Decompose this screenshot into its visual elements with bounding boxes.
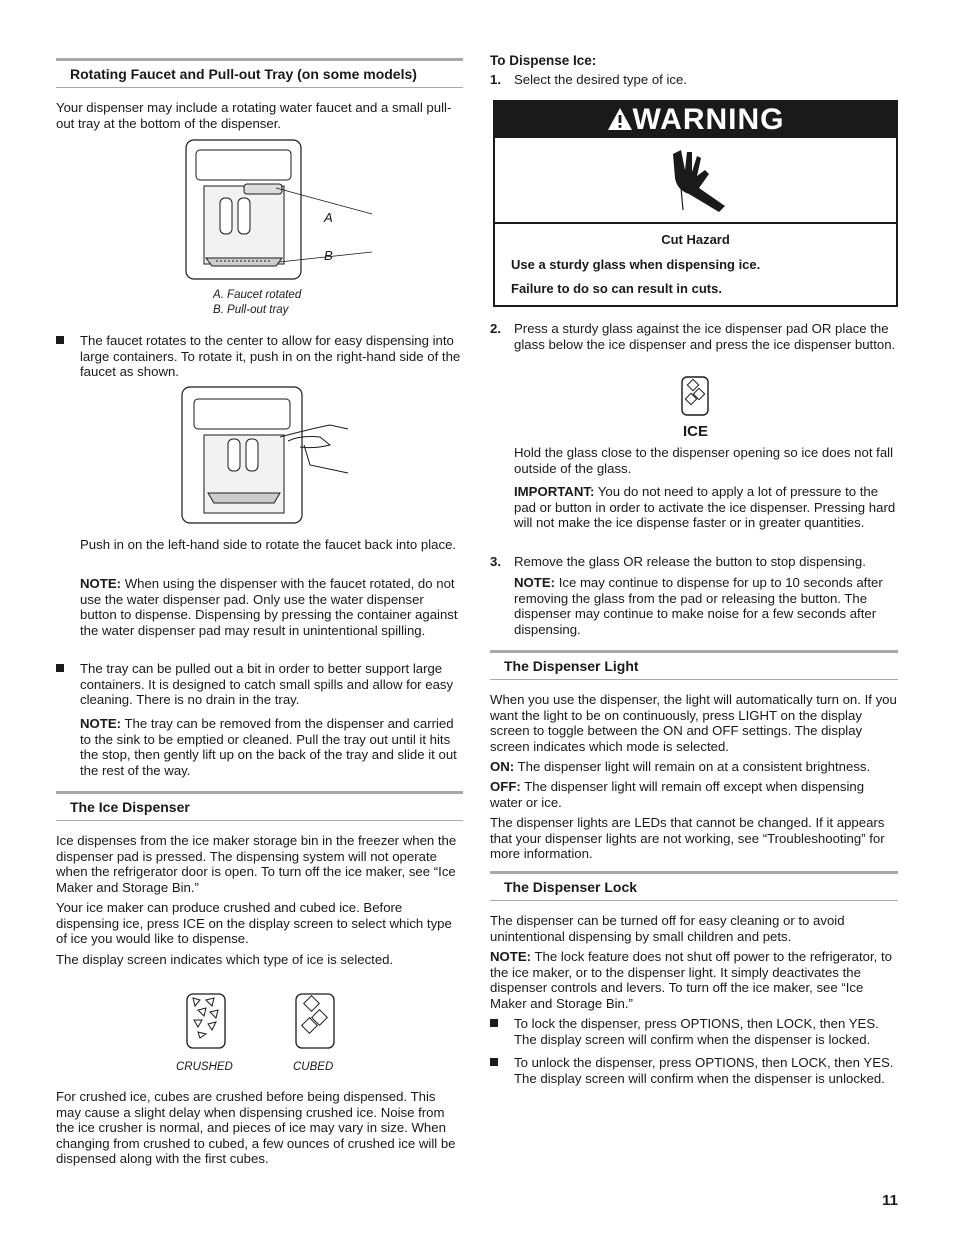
crushed-ice-icon <box>184 990 228 1052</box>
light-on <box>490 759 898 775</box>
lock-section-heading: The Dispenser Lock <box>490 871 898 901</box>
note-text: When using the dispenser with the faucet rotated, do not use the water dispenser pad. Only use the water dispenser button to dispense. Dispensing by pressing the container against the water dispenser pad may result in unintentional spilling. <box>80 576 458 638</box>
dispense-heading: To Dispense Ice: <box>490 53 597 68</box>
figure-label-b: B <box>324 248 333 263</box>
on-label: ON: <box>490 759 515 774</box>
caption-pull-out-tray: B. Pull-out tray <box>213 304 289 316</box>
ice-icon-label: ICE <box>683 423 709 440</box>
step-3: Remove the glass OR release the button to stop dispensing. <box>514 554 866 569</box>
warning-triangle-icon <box>607 107 633 131</box>
bullet-marker <box>490 1016 500 1026</box>
step-number: 1. <box>490 72 501 87</box>
step-number: 3. <box>490 554 501 569</box>
ice-para-4: For crushed ice, cubes are crushed before being dispensed. This may cause a slight delay when dispensing crushed ice. Noise from the ice crusher is normal, and pieces of ice may vary in size. When changing from crushed to cubed, a few ounces of crushed ice will be dispensed along with the first cubes. <box>56 1089 456 1167</box>
lock-para-1: The dispenser can be turned off for easy cleaning or to avoid unintentional dispensing by small children and pets. <box>490 913 845 944</box>
light-off <box>490 779 898 810</box>
step-2: Press a sturdy glass against the ice dispenser pad OR place the glass below the ice dispenser and press the ice dispenser button. <box>514 321 896 352</box>
light-section-heading: The Dispenser Light <box>490 650 898 680</box>
bullet-marker <box>56 333 66 343</box>
ice-para-3: The display screen indicates which type of ice is selected. <box>56 952 394 967</box>
important-label: IMPORTANT: <box>514 484 595 499</box>
step-1: Select the desired type of ice. <box>514 72 688 87</box>
dispenser-hand-push-figure <box>180 385 350 527</box>
off-text: The dispenser light will remain off except when dispensing water or ice. <box>490 779 865 810</box>
warning-title: WARNING <box>632 103 785 136</box>
note-label: NOTE: <box>514 575 556 590</box>
hold-glass-text: Hold the glass close to the dispenser opening so ice does not fall outside of the glass. <box>514 445 894 476</box>
hazard-title: Cut Hazard <box>661 232 730 247</box>
page-number: 11 <box>882 1192 898 1209</box>
hazard-line-2: Failure to do so can result in cuts. <box>511 281 722 297</box>
note-text: Ice may continue to dispense for up to 10 seconds after removing the glass from the pad or releasing the button. The dispenser may continue to make noise for a few seconds after dispensing. <box>514 575 883 637</box>
step-number: 2. <box>490 321 501 336</box>
dispense-note <box>514 575 898 637</box>
note-label: NOTE: <box>80 716 122 731</box>
faucet-bullet-rotate: The faucet rotates to the center to allow for easy dispensing into large containers. To rotate it, push in on the right-hand side of the faucet as shown. <box>80 333 461 380</box>
on-text: The dispenser light will remain on at a consistent brightness. <box>514 759 871 774</box>
note-label: NOTE: <box>490 949 532 964</box>
ice-para-2: Your ice maker can produce crushed and cubed ice. Before dispensing ice, press ICE on the display screen to select which type of ice you would like to dispense. <box>56 900 452 947</box>
important-text: You do not need to apply a lot of pressure to the pad or button in order to activate the ice dispenser. Pressing hard will not make the ice dispense faster or in greater quantities. <box>514 484 896 531</box>
ice-para-1: Ice dispenses from the ice maker storage bin in the freezer when the dispenser pad is pressed. The dispensing system will not operate when the refrigerator door is open. To turn off the ice maker, see “Ice Maker and Storage Bin.” <box>56 833 457 895</box>
lock-note <box>490 949 898 1011</box>
light-para-1: When you use the dispenser, the light will automatically turn on. If you want the light to be on continuously, press LIGHT on the display screen to toggle between the ON and OFF settings. The display screen indicates which mode is selected. <box>490 692 897 754</box>
hazard-icon-panel <box>495 138 896 224</box>
dispenser-faucet-rotated-figure <box>184 138 404 283</box>
faucet-intro: Your dispenser may include a rotating water faucet and a small pull-out tray at the bottom of the dispenser. <box>56 100 452 131</box>
faucet-bullet-tray: The tray can be pulled out a bit in order to better support large containers. It is designed to catch small spills and allow for easy cleaning. There is no drain in the tray. <box>80 661 454 708</box>
faucet-note-1 <box>80 576 463 638</box>
note-text: The tray can be removed from the dispenser and carried to the sink to be emptied or cleaned. Pull the tray out until it hits the stop, then gently lift up on the back of the tray and slide it out the rest of the way. <box>80 716 457 778</box>
hazard-line-1: Use a sturdy glass when dispensing ice. <box>511 256 761 272</box>
important-note <box>514 484 898 531</box>
cut-hand-icon <box>667 148 727 214</box>
faucet-push-back: Push in on the left-hand side to rotate the faucet back into place. <box>80 537 457 552</box>
cubed-label: CUBED <box>293 1061 334 1073</box>
warning-box <box>493 100 898 307</box>
light-para-2: The dispenser lights are LEDs that cannot be changed. If it appears that your dispenser lights are not working, see “Troubleshooting” for more information. <box>490 815 885 862</box>
figure-label-a: A <box>324 210 333 225</box>
warning-banner <box>495 102 896 138</box>
bullet-marker <box>56 661 66 671</box>
cubed-ice-icon <box>293 990 337 1052</box>
lock-bullet-unlock: To unlock the dispenser, press OPTIONS, then LOCK, then YES. The display screen will confirm when the dispenser is unlocked. <box>514 1055 894 1086</box>
lock-bullet-lock: To lock the dispenser, press OPTIONS, then LOCK, then YES. The display screen will confirm when the dispenser is locked. <box>514 1016 879 1047</box>
note-text: The lock feature does not shut off power to the refrigerator, to the ice maker, or to the dispenser light. It simply deactivates the dispenser controls and levers. To turn off the ice maker, see “Ice Maker and Storage Bin.” <box>490 949 892 1011</box>
ice-section-heading: The Ice Dispenser <box>56 791 463 821</box>
caption-faucet-rotated: A. Faucet rotated <box>213 289 302 301</box>
crushed-label: CRUSHED <box>176 1061 233 1073</box>
ice-button-icon <box>680 375 710 417</box>
off-label: OFF: <box>490 779 521 794</box>
bullet-marker <box>490 1055 500 1065</box>
note-label: NOTE: <box>80 576 122 591</box>
faucet-section-heading: Rotating Faucet and Pull-out Tray (on some models) <box>56 58 463 88</box>
faucet-note-2 <box>80 716 463 778</box>
